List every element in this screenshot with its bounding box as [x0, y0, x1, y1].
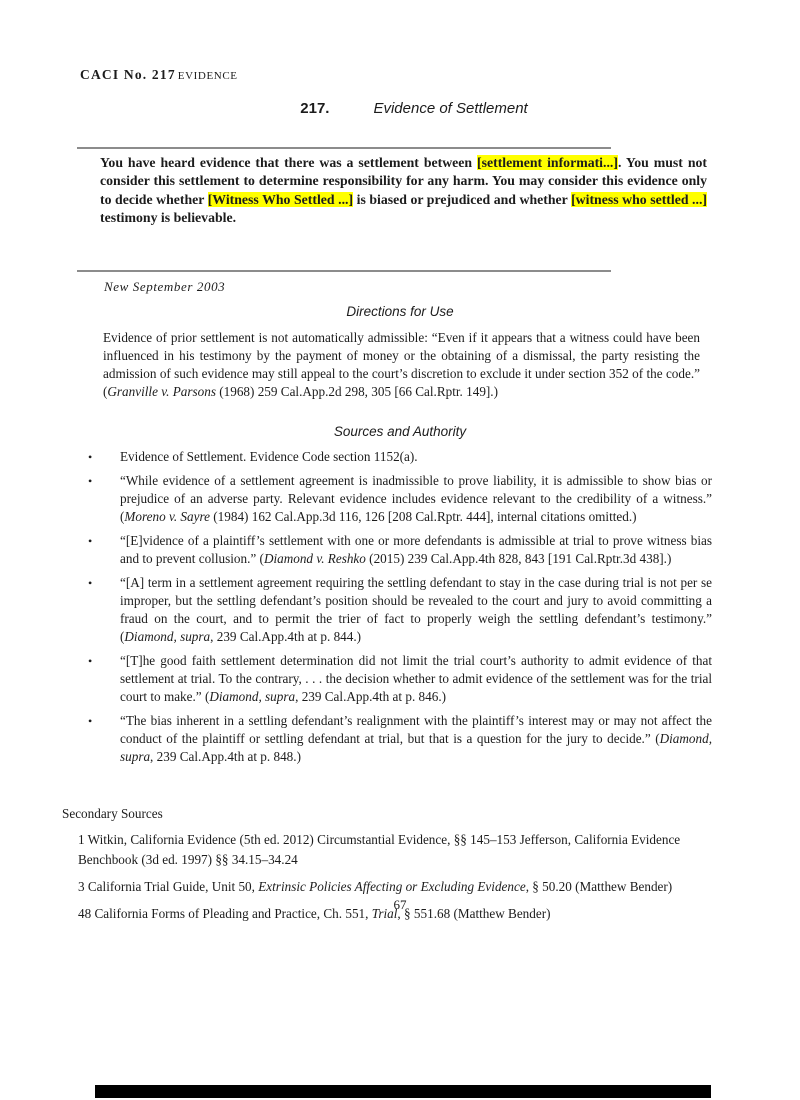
text-segment: Diamond, supra: [124, 629, 211, 644]
scan-artifact-bar: [95, 1085, 711, 1098]
text-segment: Evidence of Settlement. Evidence Code section 1152(a).: [120, 449, 418, 464]
text-segment: Evidence of prior settlement is not automatically admissible: “Even if it appears that a witness could have been influenced in his testimony by the payment of money or the obtaining of a dismissal, the party resisting the admission of such evidence may still appeal to the court’s discretion to exclude it under section 352 of the code.” (: [103, 330, 700, 399]
list-item-text: [78, 832, 680, 867]
text-segment: , § 50.20 (Matthew Bender): [525, 879, 673, 894]
text-segment: You have heard evidence that there was a settlement between: [100, 155, 478, 170]
header-caci-number: CACI No. 217: [80, 67, 176, 82]
text-segment: (2015) 239 Cal.App.4th 828, 843 [191 Cal.Rptr.3d 438].): [365, 551, 672, 566]
text-segment: “[E]vidence of a plaintiff’s settlement with one or more defendants is admissible at trial to prove witness bias and to prevent collusion.” (: [120, 533, 712, 566]
header-topic: EVIDENCE: [177, 70, 238, 82]
source-bullet-item: [88, 574, 712, 646]
sources-heading: Sources and Authority: [333, 424, 467, 439]
text-segment: “[A] term in a settlement agreement requiring the settling defendant to stay in the case during trial is not per se improper, but the settling defendant’s position should be revealed to the court and jury to avoid committing a fraud on the court, and to permit the trier of fact to properly weigh the settling defendant’s testimony.” (: [120, 575, 712, 644]
text-segment: is biased or prejudiced and whether: [353, 191, 572, 207]
text-segment: , 239 Cal.App.4th at p. 848.): [150, 749, 301, 764]
text-segment: Granville v. Parsons: [107, 384, 216, 399]
revision-note: New September 2003: [104, 279, 226, 294]
secondary-source-entry: [78, 830, 726, 870]
page-number: 67: [393, 897, 407, 912]
running-header: [80, 66, 238, 84]
bullet-icon: •: [88, 534, 93, 548]
text-segment: . You must not consider this settlement to determine responsibility for any harm. You may consider this evidence only to decide whether: [100, 155, 707, 207]
instruction-title: [14, 100, 800, 117]
text-segment: , 239 Cal.App.4th at p. 846.): [295, 689, 447, 704]
sources-bullet-list: [88, 448, 712, 772]
text-segment: Extrinsic Policies Affecting or Excluding Evidence: [258, 879, 526, 894]
secondary-sources-label: Secondary Sources: [62, 806, 163, 821]
list-item-text: [120, 532, 712, 568]
directions-heading: Directions for Use: [346, 304, 454, 319]
source-bullet-item: [88, 652, 712, 706]
text-segment: Diamond, supra: [120, 731, 712, 764]
bullet-icon: •: [88, 654, 93, 668]
text-segment: Moreno v. Sayre: [124, 509, 210, 524]
text-segment: “The bias inherent in a settling defendant’s realignment with the plaintiff’s interest may or may not affect the conduct of the plaintiff or settling defendant at trial, but that is a question for the jury to decide.” (: [120, 713, 712, 746]
instruction-paragraph: [100, 154, 707, 228]
highlighted-placeholder: [witness who settled ...]: [571, 191, 707, 207]
text-segment: 48 California Forms of Pleading and Practice, Ch. 551,: [78, 906, 372, 921]
source-bullet-item: [88, 472, 712, 526]
instruction-title-text: Evidence of Settlement: [373, 100, 528, 117]
text-segment: “[T]he good faith settlement determination did not limit the trial court’s authority to admit evidence of that settlement at trial. To the contrary, . . . the decision whether to admit evidence of the settlement was for the trial court to make.” (: [120, 653, 712, 704]
list-item-text: [120, 448, 712, 466]
secondary-sources-list: [78, 830, 726, 931]
bullet-icon: •: [88, 474, 93, 488]
bullet-icon: •: [88, 450, 93, 464]
instruction-number: 217.: [300, 100, 330, 117]
text-segment: , § 551.68 (Matthew Bender): [397, 906, 551, 921]
list-item-text: [78, 879, 672, 894]
source-bullet-item: [88, 712, 712, 766]
text-segment: 3 California Trial Guide, Unit 50,: [78, 879, 259, 894]
divider-bottom: [77, 270, 611, 272]
secondary-source-entry: [78, 877, 726, 897]
text-segment: 1 Witkin, California Evidence (5th ed. 2012) Circumstantial Evidence, §§ 145–153 Jefferson, California Evidence Benchbook (3d ed. 1997) §§ 34.15–34.24: [78, 832, 681, 867]
text-segment: , 239 Cal.App.4th at p. 844.): [210, 629, 362, 644]
directions-paragraph: [103, 329, 700, 401]
text-segment: Diamond v. Reshko: [263, 551, 366, 566]
text-segment: (1968) 259 Cal.App.2d 298, 305 [66 Cal.Rptr. 149].): [215, 384, 498, 399]
bullet-icon: •: [88, 576, 93, 590]
text-segment: testimony is believable.: [100, 210, 237, 226]
source-bullet-item: [88, 532, 712, 568]
divider-top: [77, 147, 611, 149]
text-segment: Diamond, supra: [209, 689, 296, 704]
highlighted-placeholder: [settlement informati...]: [477, 155, 618, 170]
highlighted-placeholder: [Witness Who Settled ...]: [207, 191, 354, 207]
text-segment: Trial: [371, 906, 398, 921]
text-segment: (1984) 162 Cal.App.3d 116, 126 [208 Cal.Rptr. 444], internal citations omitted.): [209, 509, 637, 524]
list-item-text: [120, 712, 712, 766]
list-item-text: [120, 472, 712, 526]
list-item-text: [120, 574, 712, 646]
bullet-icon: •: [88, 714, 93, 728]
list-item-text: [120, 652, 712, 706]
text-segment: “While evidence of a settlement agreement is inadmissible to prove liability, it is admissible to show bias or prejudice of an adverse party. Relevant evidence includes evidence relevant to the credibility of a witness.” (: [120, 473, 712, 524]
source-bullet-item: [88, 448, 712, 466]
